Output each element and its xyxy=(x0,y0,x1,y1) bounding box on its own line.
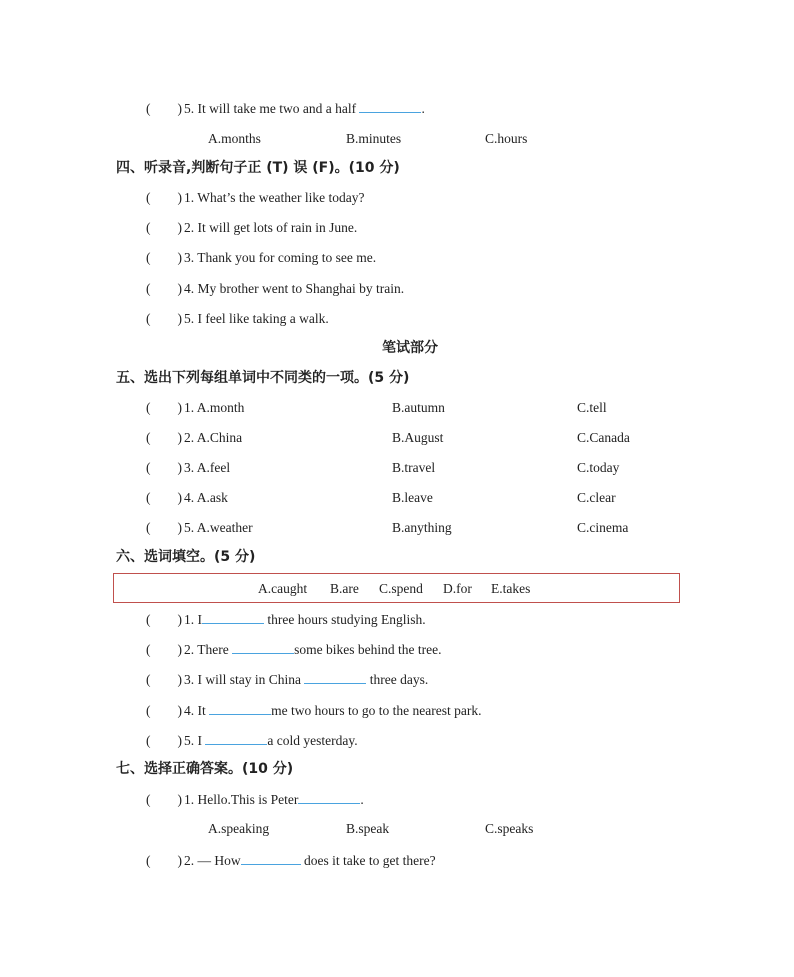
answer-paren[interactable]: ( ) xyxy=(146,220,182,235)
sentence-end: three days. xyxy=(366,672,429,687)
answer-blank[interactable] xyxy=(298,790,360,804)
q3-item-5-option-c[interactable]: C.hours xyxy=(485,131,528,146)
sentence-end: three hours studying English. xyxy=(264,612,426,627)
sentence-end: a cold yesterday. xyxy=(267,733,358,748)
item-number: 4. xyxy=(184,490,195,505)
s5-item-5-option-c[interactable]: C.cinema xyxy=(577,520,629,535)
section-6-heading: 六、选词填空。(5 分) xyxy=(116,549,256,565)
answer-paren[interactable]: ( ) xyxy=(146,672,182,687)
answer-paren[interactable]: ( ) xyxy=(146,430,182,445)
answer-paren[interactable]: ( ) xyxy=(146,311,182,326)
q3-item-5-option-b[interactable]: B.minutes xyxy=(346,131,402,146)
s5-item-1-option-b[interactable]: B.autumn xyxy=(392,400,445,415)
item-number: 3. xyxy=(184,460,195,475)
option-a[interactable]: A.weather xyxy=(196,520,253,535)
answer-blank[interactable] xyxy=(241,851,301,865)
answer-paren[interactable]: ( ) xyxy=(146,642,182,657)
sentence-start: 2. There xyxy=(184,642,233,657)
s5-item-1 xyxy=(146,399,244,417)
s7-item-2 xyxy=(146,851,436,870)
section-7-heading: 七、选择正确答案。(10 分) xyxy=(116,761,294,777)
s5-item-4 xyxy=(146,489,228,507)
item-number: 5. xyxy=(184,520,195,535)
option-a[interactable]: A.ask xyxy=(196,490,228,505)
s5-item-2-option-b[interactable]: B.August xyxy=(392,430,444,445)
section-5-heading: 五、选出下列每组单词中不同类的一项。(5 分) xyxy=(116,370,410,386)
sentence-end: does it take to get there? xyxy=(300,853,436,868)
word-bank-box xyxy=(113,573,680,603)
s5-item-4-option-b[interactable]: B.leave xyxy=(392,490,433,505)
sentence-end: some bikes behind the tree. xyxy=(294,642,442,657)
answer-blank[interactable] xyxy=(359,99,421,113)
s5-item-3-option-c[interactable]: C.today xyxy=(577,460,620,475)
answer-paren[interactable]: ( ) xyxy=(146,520,182,535)
answer-paren[interactable]: ( ) xyxy=(146,190,182,205)
answer-paren[interactable]: ( ) xyxy=(146,612,182,627)
question-punct: . xyxy=(421,101,425,116)
sentence-text: 2. It will get lots of rain in June. xyxy=(184,220,358,235)
answer-blank[interactable] xyxy=(304,670,366,684)
option-a[interactable]: A.month xyxy=(196,400,245,415)
word-option-b: B.are xyxy=(330,581,359,596)
s7-item-1-option-b[interactable]: B.speak xyxy=(346,821,390,836)
answer-paren[interactable]: ( ) xyxy=(146,250,182,265)
answer-blank[interactable] xyxy=(209,701,271,715)
s4-item-3 xyxy=(146,249,376,267)
s4-item-4 xyxy=(146,280,404,298)
s5-item-2-option-c[interactable]: C.Canada xyxy=(577,430,630,445)
s6-item-2 xyxy=(146,640,441,659)
s7-item-1-option-c[interactable]: C.speaks xyxy=(485,821,534,836)
option-a[interactable]: A.feel xyxy=(196,460,231,475)
question-text: 5. It will take me two and a half xyxy=(184,101,360,116)
sentence-text: 4. My brother went to Shanghai by train. xyxy=(184,281,405,296)
s6-item-1 xyxy=(146,610,426,629)
answer-paren[interactable]: ( ) xyxy=(146,733,182,748)
answer-blank[interactable] xyxy=(205,731,267,745)
answer-paren[interactable]: ( ) xyxy=(146,101,182,116)
sentence-text: 1. What’s the weather like today? xyxy=(184,190,365,205)
sentence-end: . xyxy=(360,792,364,807)
word-option-a: A.caught xyxy=(258,581,308,596)
s4-item-2 xyxy=(146,219,357,237)
word-option-d: D.for xyxy=(443,581,472,596)
item-number: 2. xyxy=(184,430,195,445)
answer-blank[interactable] xyxy=(232,640,294,654)
answer-paren[interactable]: ( ) xyxy=(146,490,182,505)
q3-item-5-option-a[interactable]: A.months xyxy=(208,131,261,146)
s6-item-5 xyxy=(146,731,358,750)
sentence-start: 5. I xyxy=(184,733,206,748)
answer-paren[interactable]: ( ) xyxy=(146,460,182,475)
s5-item-1-option-c[interactable]: C.tell xyxy=(577,400,607,415)
s5-item-3 xyxy=(146,459,230,477)
sentence-start: 4. It xyxy=(184,703,210,718)
s6-item-4 xyxy=(146,701,481,720)
sentence-start: 1. I xyxy=(184,612,202,627)
s5-item-4-option-c[interactable]: C.clear xyxy=(577,490,616,505)
q3-item-5 xyxy=(146,99,425,118)
answer-paren[interactable]: ( ) xyxy=(146,853,182,868)
written-part-title: 笔试部分 xyxy=(382,340,438,356)
sentence-end: me two hours to go to the nearest park. xyxy=(271,703,482,718)
item-number: 1. xyxy=(184,400,195,415)
answer-paren[interactable]: ( ) xyxy=(146,281,182,296)
sentence-text: 3. Thank you for coming to see me. xyxy=(184,250,377,265)
s7-item-1-option-a[interactable]: A.speaking xyxy=(208,821,270,836)
sentence-start: 2. — How xyxy=(184,853,241,868)
s7-item-1 xyxy=(146,790,364,809)
s5-item-3-option-b[interactable]: B.travel xyxy=(392,460,436,475)
s5-item-5 xyxy=(146,519,253,537)
word-option-c: C.spend xyxy=(379,581,423,596)
answer-blank[interactable] xyxy=(202,610,264,624)
sentence-start: 1. Hello.This is Peter xyxy=(184,792,299,807)
sentence-start: 3. I will stay in China xyxy=(184,672,305,687)
s5-item-5-option-b[interactable]: B.anything xyxy=(392,520,452,535)
s4-item-5 xyxy=(146,310,329,328)
section-4-heading: 四、听录音,判断句子正 (T) 误 (F)。(10 分) xyxy=(116,160,400,176)
option-a[interactable]: A.China xyxy=(196,430,243,445)
answer-paren[interactable]: ( ) xyxy=(146,400,182,415)
s6-item-3 xyxy=(146,670,428,689)
s5-item-2 xyxy=(146,429,242,447)
sentence-text: 5. I feel like taking a walk. xyxy=(184,311,329,326)
answer-paren[interactable]: ( ) xyxy=(146,703,182,718)
s4-item-1 xyxy=(146,189,364,207)
word-option-e: E.takes xyxy=(491,581,531,596)
answer-paren[interactable]: ( ) xyxy=(146,792,182,807)
